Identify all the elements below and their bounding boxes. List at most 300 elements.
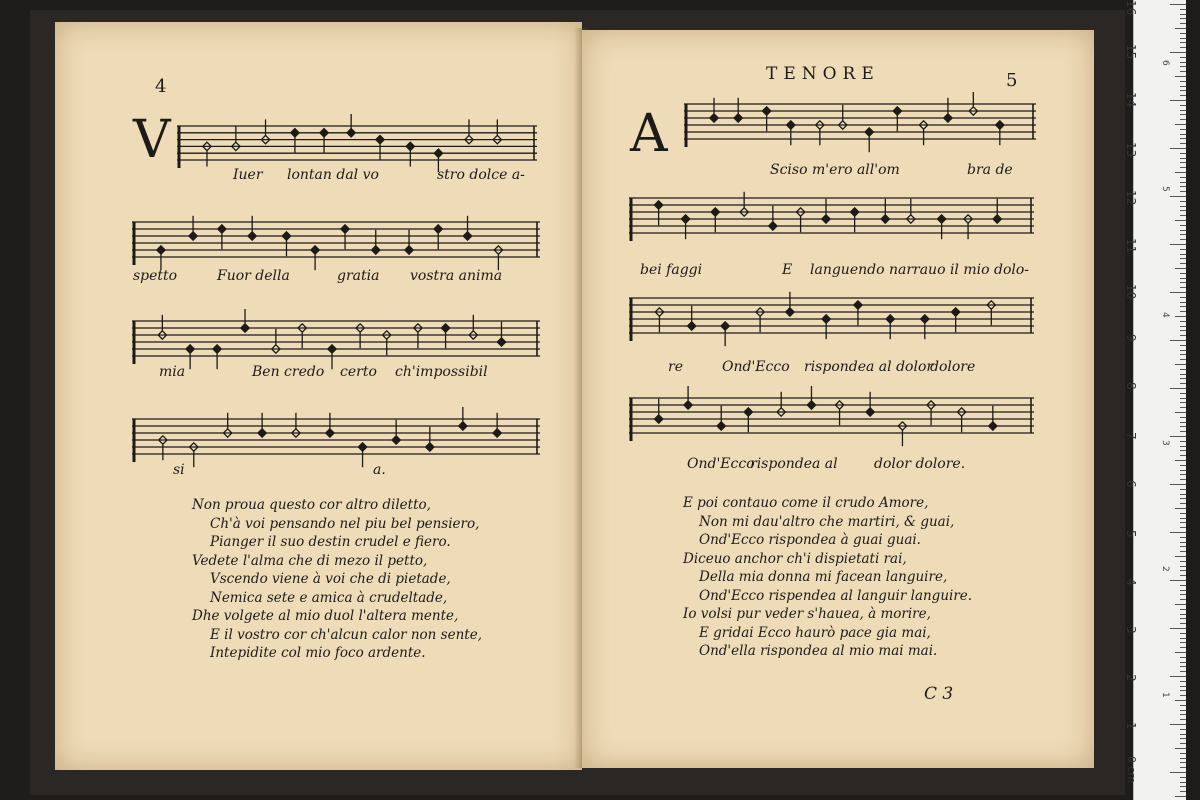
verse-line: Intepidite col mio foco ardente. bbox=[210, 645, 426, 661]
verse-line: Vedete l'alma che di mezo il petto, bbox=[192, 552, 428, 569]
ruler-tick bbox=[1180, 542, 1186, 543]
ruler-tick bbox=[1180, 95, 1186, 96]
ruler-tick bbox=[1180, 782, 1186, 783]
ruler-tick bbox=[1180, 273, 1186, 274]
music-note bbox=[710, 114, 718, 122]
right-verse bbox=[683, 494, 972, 661]
ruler-tick bbox=[1180, 498, 1186, 499]
ruler-tick bbox=[1180, 9, 1186, 10]
music-note bbox=[921, 315, 929, 323]
ruler-tick bbox=[1180, 287, 1186, 288]
music-note bbox=[493, 429, 501, 437]
music-note bbox=[497, 338, 505, 346]
ruler-number: 10 bbox=[1124, 284, 1138, 300]
ruler-tick bbox=[1180, 393, 1186, 394]
ruler-tick bbox=[1180, 42, 1186, 43]
ruler-tick bbox=[1180, 398, 1186, 399]
music-note bbox=[951, 308, 959, 316]
lyric-r2-a: bei faggi bbox=[640, 262, 703, 278]
music-note bbox=[996, 121, 1004, 129]
ruler-tick bbox=[1180, 278, 1186, 279]
ruler-tick bbox=[1175, 268, 1186, 269]
ruler-tick bbox=[1180, 647, 1186, 648]
ruler-tick bbox=[1180, 455, 1186, 456]
right-staff-4 bbox=[629, 386, 1034, 456]
music-note bbox=[654, 201, 662, 209]
ruler-tick bbox=[1180, 518, 1186, 519]
ruler-number: 8 bbox=[1124, 382, 1138, 390]
ruler-tick bbox=[1180, 234, 1186, 235]
ruler-tick bbox=[1175, 604, 1186, 605]
ruler-tick bbox=[1175, 124, 1186, 125]
music-note bbox=[850, 208, 858, 216]
ruler-tick bbox=[1175, 652, 1186, 653]
ruler-tick bbox=[1180, 86, 1186, 87]
verse-line: Io volsi pur veder s'hauea, à morire, bbox=[683, 606, 931, 622]
ruler-number: 12 bbox=[1124, 190, 1138, 206]
music-note bbox=[822, 315, 830, 323]
ruler-inch-number: 2 bbox=[1160, 566, 1170, 572]
ruler-tick bbox=[1180, 330, 1186, 331]
music-note bbox=[866, 408, 874, 416]
ruler-tick bbox=[1180, 599, 1186, 600]
music-note bbox=[341, 225, 349, 233]
ruler-tick bbox=[1180, 129, 1186, 130]
ruler-tick bbox=[1180, 191, 1186, 192]
ruler-tick bbox=[1180, 527, 1186, 528]
ruler-tick bbox=[1180, 210, 1186, 211]
ruler-tick bbox=[1180, 671, 1186, 672]
ruler-tick bbox=[1170, 388, 1186, 389]
music-note bbox=[807, 401, 815, 409]
music-note bbox=[787, 121, 795, 129]
ruler-tick bbox=[1170, 100, 1186, 101]
ruler-tick bbox=[1175, 76, 1186, 77]
ruler-tick bbox=[1180, 110, 1186, 111]
ruler-tick bbox=[1180, 134, 1186, 135]
left-page-number: 4 bbox=[155, 76, 167, 97]
music-note bbox=[241, 324, 249, 332]
ruler-tick bbox=[1180, 201, 1186, 202]
ruler-tick bbox=[1180, 282, 1186, 283]
ruler-tick bbox=[1180, 633, 1186, 634]
verse-line: Nemica sete e amica à crudeltade, bbox=[210, 589, 448, 606]
music-note bbox=[358, 443, 366, 451]
ruler-tick bbox=[1180, 57, 1186, 58]
music-note bbox=[687, 322, 695, 330]
music-note bbox=[944, 114, 952, 122]
music-note bbox=[717, 422, 725, 430]
music-note bbox=[762, 107, 770, 115]
ruler-tick bbox=[1180, 786, 1186, 787]
ruler-tick bbox=[1180, 489, 1186, 490]
ruler-tick bbox=[1175, 748, 1186, 749]
music-note bbox=[734, 114, 742, 122]
ruler-tick bbox=[1180, 162, 1186, 163]
ruler-tick bbox=[1170, 52, 1186, 53]
ruler-tick bbox=[1170, 532, 1186, 533]
ruler-tick bbox=[1180, 734, 1186, 735]
ruler-tick bbox=[1180, 215, 1186, 216]
lyric-r3-c: rispondea al dolor bbox=[804, 359, 934, 375]
ruler-number: 5 bbox=[1124, 530, 1138, 538]
music-note bbox=[328, 345, 336, 353]
ruler-tick bbox=[1180, 522, 1186, 523]
music-note bbox=[681, 215, 689, 223]
left-staff-4 bbox=[132, 407, 540, 471]
ruler-inch-number: 1 bbox=[1160, 692, 1170, 698]
ruler-number: 16 bbox=[1124, 0, 1138, 16]
ruler-tick bbox=[1170, 436, 1186, 437]
ruler-number: 14 bbox=[1124, 92, 1138, 108]
ruler-tick bbox=[1170, 484, 1186, 485]
music-note bbox=[684, 401, 692, 409]
music-note bbox=[186, 345, 194, 353]
ruler-tick bbox=[1175, 556, 1186, 557]
ruler-tick bbox=[1180, 119, 1186, 120]
music-note bbox=[786, 308, 794, 316]
ruler-number: 15 bbox=[1124, 44, 1138, 60]
ruler-tick bbox=[1175, 412, 1186, 413]
ruler-inch-number: 3 bbox=[1160, 440, 1170, 446]
ruler-tick bbox=[1180, 470, 1186, 471]
lyric-r4-c: dolor dolore. bbox=[874, 456, 966, 472]
lyric-r3-a: re bbox=[668, 359, 683, 375]
ruler-tick bbox=[1180, 311, 1186, 312]
ruler-tick bbox=[1180, 402, 1186, 403]
left-staff-2 bbox=[132, 210, 540, 274]
right-staff-3 bbox=[629, 286, 1034, 356]
lyric-r3-b: Ond'Ecco bbox=[722, 359, 790, 375]
music-note bbox=[291, 129, 299, 137]
verse-line: Non proua questo cor altro diletto, bbox=[192, 497, 431, 513]
verse-line: E gridai Ecco haurò pace gia mai, bbox=[699, 624, 931, 641]
ruler-tick bbox=[1175, 508, 1186, 509]
lyric-r2-b: E bbox=[782, 262, 793, 278]
ruler-tick bbox=[1180, 225, 1186, 226]
music-note bbox=[311, 246, 319, 254]
ruler-tick bbox=[1180, 206, 1186, 207]
music-note bbox=[989, 422, 997, 430]
ruler-tick bbox=[1180, 705, 1186, 706]
ruler-tick bbox=[1180, 359, 1186, 360]
ruler-tick bbox=[1180, 326, 1186, 327]
lyric-r1-b: bra de bbox=[967, 162, 1013, 178]
ruler-tick bbox=[1180, 114, 1186, 115]
verse-line: Ond'ella rispondea al mio mai mai. bbox=[699, 643, 938, 659]
ruler-tick bbox=[1180, 14, 1186, 15]
ruler-tick bbox=[1180, 350, 1186, 351]
lyric-l1-a: Iuer bbox=[233, 167, 263, 183]
ruler-tick bbox=[1180, 666, 1186, 667]
music-note bbox=[434, 225, 442, 233]
ruler-number: 7 bbox=[1124, 432, 1138, 440]
ruler-number: 3 bbox=[1124, 626, 1138, 634]
ruler-tick bbox=[1180, 186, 1186, 187]
ruler-tick bbox=[1180, 503, 1186, 504]
ruler-tick bbox=[1180, 138, 1186, 139]
ruler-tick bbox=[1180, 354, 1186, 355]
music-note bbox=[721, 322, 729, 330]
ruler-tick bbox=[1180, 590, 1186, 591]
ruler-tick bbox=[1175, 316, 1186, 317]
lyric-l1-b: lontan dal vo bbox=[287, 167, 379, 183]
ruler-tick bbox=[1180, 143, 1186, 144]
music-note bbox=[282, 232, 290, 240]
ruler-tick bbox=[1180, 446, 1186, 447]
ruler-tick bbox=[1180, 657, 1186, 658]
music-note bbox=[426, 443, 434, 451]
verse-line: Pianger il suo destin crudel e fiero. bbox=[210, 534, 451, 550]
ruler-number: 13 bbox=[1124, 142, 1138, 158]
measuring-ruler bbox=[1124, 0, 1186, 800]
ruler-tick bbox=[1180, 47, 1186, 48]
ruler-tick bbox=[1180, 710, 1186, 711]
lyric-r1-a: Sciso m'ero all'om bbox=[770, 162, 900, 178]
ruler-tick bbox=[1180, 686, 1186, 687]
ruler-number: 11 bbox=[1124, 238, 1138, 254]
ruler-tick bbox=[1170, 772, 1186, 773]
lyric-l3-c: certo bbox=[340, 364, 377, 380]
music-note bbox=[744, 408, 752, 416]
ruler-tick bbox=[1180, 690, 1186, 691]
music-note bbox=[218, 225, 226, 233]
verse-line: Diceuo anchor ch'i dispietati rai, bbox=[683, 550, 907, 567]
ruler-tick bbox=[1180, 729, 1186, 730]
ruler-tick bbox=[1180, 321, 1186, 322]
ruler-tick bbox=[1175, 460, 1186, 461]
ruler-tick bbox=[1180, 249, 1186, 250]
ruler-tick bbox=[1180, 254, 1186, 255]
lyric-r3-d: dolore bbox=[930, 359, 976, 375]
music-note bbox=[441, 324, 449, 332]
ruler-tick bbox=[1170, 628, 1186, 629]
music-note bbox=[886, 315, 894, 323]
ruler-tick bbox=[1180, 465, 1186, 466]
lyric-l2-b: Fuor della bbox=[217, 268, 290, 284]
ruler-tick bbox=[1180, 537, 1186, 538]
ruler-tick bbox=[1180, 546, 1186, 547]
ruler-tick bbox=[1180, 335, 1186, 336]
left-page bbox=[55, 22, 582, 770]
verse-line: Ond'Ecco rispondea à guai guai. bbox=[699, 532, 921, 548]
lyric-r4-a: Ond'Ecco bbox=[687, 456, 755, 472]
ruler-tick bbox=[1180, 642, 1186, 643]
signature-mark: C 3 bbox=[924, 684, 954, 704]
ruler-tick bbox=[1180, 81, 1186, 82]
ruler-number: 6 bbox=[1124, 480, 1138, 488]
music-note bbox=[463, 232, 471, 240]
ruler-tick bbox=[1180, 681, 1186, 682]
ruler-tick bbox=[1180, 263, 1186, 264]
ruler-tick bbox=[1180, 719, 1186, 720]
ruler-tick bbox=[1180, 422, 1186, 423]
ruler-number: 4 bbox=[1124, 578, 1138, 586]
music-note bbox=[893, 107, 901, 115]
ruler-tick bbox=[1180, 791, 1186, 792]
ruler-tick bbox=[1180, 182, 1186, 183]
lyric-l3-a: mia bbox=[159, 364, 186, 380]
music-note bbox=[258, 429, 266, 437]
ruler-tick bbox=[1180, 479, 1186, 480]
ruler-tick bbox=[1180, 551, 1186, 552]
ruler-tick bbox=[1180, 426, 1186, 427]
ruler-tick bbox=[1180, 767, 1186, 768]
ruler-tick bbox=[1180, 105, 1186, 106]
ruler-inch-number: 5 bbox=[1160, 186, 1170, 192]
music-note bbox=[406, 142, 414, 150]
ruler-tick bbox=[1175, 364, 1186, 365]
ruler-tick bbox=[1180, 609, 1186, 610]
ruler-tick bbox=[1180, 71, 1186, 72]
ruler-tick bbox=[1180, 90, 1186, 91]
verse-line: Non mi dau'altro che martiri, & guai, bbox=[699, 513, 955, 530]
lyric-l2-d: vostra anima bbox=[410, 268, 503, 284]
ruler-tick bbox=[1180, 753, 1186, 754]
right-page-number: 5 bbox=[1006, 70, 1018, 91]
lyric-l1-c: stro dolce a- bbox=[437, 167, 525, 183]
left-verse bbox=[192, 496, 482, 663]
ruler-tick bbox=[1175, 28, 1186, 29]
music-note bbox=[865, 128, 873, 136]
ruler-tick bbox=[1180, 714, 1186, 715]
ruler-tick bbox=[1175, 220, 1186, 221]
ruler-tick bbox=[1180, 743, 1186, 744]
ruler-tick bbox=[1180, 417, 1186, 418]
ruler-tick bbox=[1180, 441, 1186, 442]
ruler-tick bbox=[1180, 614, 1186, 615]
ruler-tick bbox=[1180, 345, 1186, 346]
verse-line: Ch'à voi pensando nel piu bel pensiero, bbox=[210, 515, 480, 532]
ruler-tick bbox=[1175, 172, 1186, 173]
ruler-tick bbox=[1170, 676, 1186, 677]
ruler-tick bbox=[1170, 724, 1186, 725]
music-note bbox=[655, 415, 663, 423]
ruler-tick bbox=[1180, 738, 1186, 739]
ruler-tick bbox=[1180, 431, 1186, 432]
ruler-tick bbox=[1180, 662, 1186, 663]
ruler-tick bbox=[1180, 777, 1186, 778]
ruler-tick bbox=[1180, 177, 1186, 178]
music-note bbox=[392, 436, 400, 444]
ruler-tick bbox=[1180, 383, 1186, 384]
ruler-tick bbox=[1170, 244, 1186, 245]
ruler-tick bbox=[1180, 474, 1186, 475]
ruler-tick bbox=[1180, 450, 1186, 451]
ruler-tick bbox=[1170, 340, 1186, 341]
ruler-tick bbox=[1170, 580, 1186, 581]
music-note bbox=[937, 215, 945, 223]
ruler-tick bbox=[1180, 23, 1186, 24]
ruler-tick bbox=[1180, 62, 1186, 63]
ruler-tick bbox=[1180, 230, 1186, 231]
music-note bbox=[248, 232, 256, 240]
lyric-l4-a: si bbox=[173, 462, 185, 478]
music-note bbox=[157, 246, 165, 254]
ruler-tick bbox=[1180, 374, 1186, 375]
ruler-number: 9 bbox=[1124, 334, 1138, 342]
music-note bbox=[213, 345, 221, 353]
verse-line: Ond'Ecco rispendea al languir languire. bbox=[699, 587, 973, 604]
music-note bbox=[347, 129, 355, 137]
ruler-tick bbox=[1180, 167, 1186, 168]
ruler-tick bbox=[1180, 762, 1186, 763]
verse-line: Della mia donna mi facean languire, bbox=[699, 569, 948, 585]
right-initial-letter: A bbox=[630, 104, 668, 164]
ruler-tick bbox=[1180, 623, 1186, 624]
voice-part-header: TENORE bbox=[766, 64, 880, 84]
ruler-number: 2 bbox=[1124, 674, 1138, 682]
music-note bbox=[711, 208, 719, 216]
ruler-tick bbox=[1170, 196, 1186, 197]
music-note bbox=[459, 422, 467, 430]
ruler-tick bbox=[1180, 33, 1186, 34]
lyric-r2-c: languendo narrauo il mio dolo- bbox=[810, 262, 1030, 278]
music-note bbox=[854, 301, 862, 309]
lyric-l3-d: ch'impossibil bbox=[395, 364, 488, 380]
ruler-tick bbox=[1180, 297, 1186, 298]
left-initial-letter: V bbox=[133, 110, 171, 170]
ruler-tick bbox=[1180, 638, 1186, 639]
ruler-tick bbox=[1180, 566, 1186, 567]
ruler-tick bbox=[1180, 513, 1186, 514]
music-note bbox=[822, 215, 830, 223]
lyric-l2-c: gratia bbox=[337, 268, 380, 284]
verse-line: Vscendo viene à voi che di pietade, bbox=[210, 571, 451, 587]
ruler-tick bbox=[1180, 258, 1186, 259]
verse-line: Dhe volgete al mio duol l'altera mente, bbox=[192, 608, 459, 624]
lyric-l3-b: Ben credo bbox=[252, 364, 325, 380]
right-page bbox=[582, 30, 1094, 768]
right-staff-1 bbox=[684, 92, 1036, 158]
left-staff-1 bbox=[177, 114, 537, 172]
ruler-tick bbox=[1180, 561, 1186, 562]
ruler-tick bbox=[1180, 494, 1186, 495]
ruler-unit: 0 cm bbox=[1125, 756, 1138, 784]
music-note bbox=[881, 215, 889, 223]
ruler-tick bbox=[1180, 153, 1186, 154]
ruler-tick bbox=[1175, 796, 1186, 797]
ruler-inch-number: 6 bbox=[1160, 60, 1170, 66]
ruler-tick bbox=[1180, 585, 1186, 586]
ruler-tick bbox=[1175, 700, 1186, 701]
music-note bbox=[320, 129, 328, 137]
ruler-number: 1 bbox=[1124, 722, 1138, 730]
ruler-tick bbox=[1180, 407, 1186, 408]
ruler-tick bbox=[1180, 570, 1186, 571]
ruler-tick bbox=[1180, 378, 1186, 379]
ruler-tick bbox=[1170, 148, 1186, 149]
lyric-l4-b: a. bbox=[373, 462, 386, 478]
verse-line: E il vostro cor ch'alcun calor non sente, bbox=[210, 626, 482, 643]
music-note bbox=[993, 215, 1001, 223]
verse-line: E poi contauo come il crudo Amore, bbox=[683, 495, 929, 511]
music-note bbox=[405, 246, 413, 254]
ruler-tick bbox=[1180, 38, 1186, 39]
music-note bbox=[372, 246, 380, 254]
ruler-tick bbox=[1180, 618, 1186, 619]
ruler-tick bbox=[1180, 695, 1186, 696]
ruler-tick bbox=[1180, 158, 1186, 159]
ruler-tick bbox=[1180, 758, 1186, 759]
lyric-l2-a: spetto bbox=[133, 268, 178, 284]
ruler-tick bbox=[1170, 4, 1186, 5]
ruler-inch-number: 4 bbox=[1160, 312, 1170, 318]
ruler-tick bbox=[1170, 292, 1186, 293]
music-note bbox=[376, 135, 384, 143]
ruler-tick bbox=[1180, 369, 1186, 370]
ruler-tick bbox=[1180, 575, 1186, 576]
